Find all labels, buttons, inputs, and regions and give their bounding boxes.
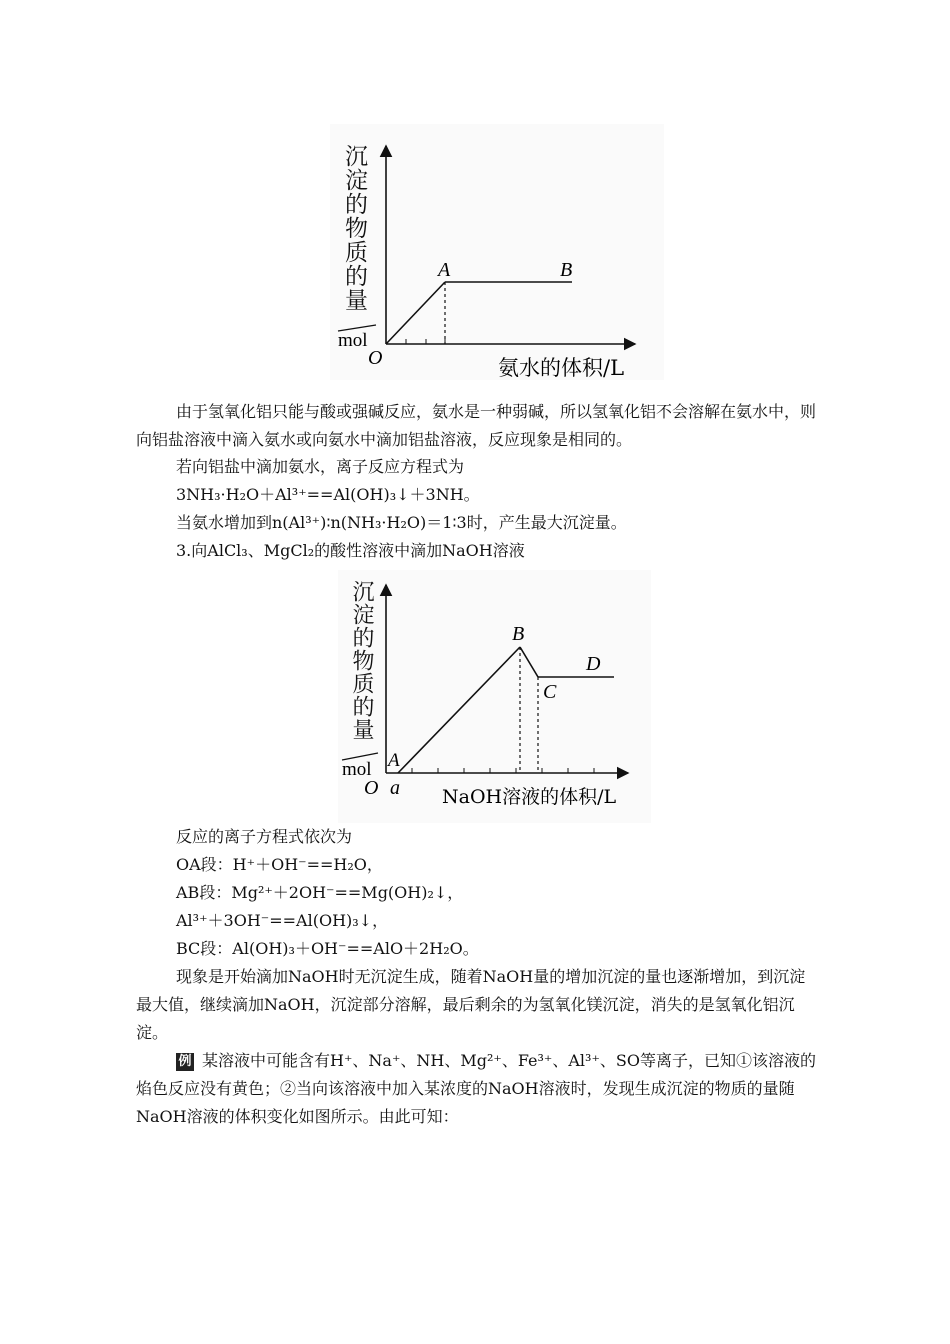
figure-ammonia-precipitate <box>330 124 664 380</box>
equation-ab-al: Al³⁺＋3OH⁻==Al(OH)₃↓， <box>176 911 389 930</box>
point-a-label: A <box>388 750 400 771</box>
text-ammonia-intro: 若向铝盐中滴加氨水，离子反应方程式为 <box>176 457 465 476</box>
paragraph-phenomenon: 现象是开始滴加NaOH时无沉淀生成，随着NaOH量的增加沉淀的量也逐渐增加，到沉淀最大值，继续滴加NaOH，沉淀部分溶解，最后剩余的为氢氧化镁沉淀，消失的是氢氧化铝沉淀。 <box>136 967 806 1042</box>
y-axis-unit: mol <box>342 759 372 780</box>
paragraph-ammonia-explanation: 由于氢氧化铝只能与酸或强碱反应，氨水是一种弱碱，所以氢氧化铝不会溶解在氨水中，则向铝盐溶液中滴入氨水或向氨水中滴加铝盐溶液，反应现象是相同的。 <box>136 402 817 449</box>
x-axis-label: 氨水的体积/L <box>498 356 625 380</box>
curve-ab <box>398 647 520 773</box>
text-equations-intro: 反应的离子方程式依次为 <box>176 827 353 846</box>
figure2-svg <box>338 570 651 823</box>
curve-bc <box>520 647 538 677</box>
x-axis-label: NaOH溶液的体积/L <box>442 786 617 808</box>
point-d-label: D <box>586 653 601 675</box>
figure-naoh-precipitate <box>338 570 651 823</box>
example-problem <box>136 1047 816 1131</box>
point-b-label: B <box>560 259 573 281</box>
figure1-svg <box>330 124 664 380</box>
example-badge: 例 <box>176 1053 194 1071</box>
text-max-precipitate: 当氨水增加到n(Al³⁺)∶n(NH₃·H₂O)＝1∶3时，产生最大沉淀量。 <box>176 513 627 532</box>
equation-ab-mg: AB段：Mg²⁺＋2OH⁻==Mg(OH)₂↓， <box>176 883 464 902</box>
origin-label: O <box>364 777 379 799</box>
equation-oa: OA段：H⁺＋OH⁻==H₂O， <box>176 855 383 874</box>
curve-oa <box>386 282 445 344</box>
y-axis-label: 沉淀的物质的量 <box>349 580 374 741</box>
point-a-label: A <box>438 259 451 281</box>
equation-bc: BC段：Al(OH)₃＋OH⁻==AlO＋2H₂O。 <box>176 939 479 958</box>
equation-ammonia: 3NH₃·H₂O＋Al³⁺==Al(OH)₃↓＋3NH。 <box>176 485 480 504</box>
y-axis-unit: mol <box>338 330 368 351</box>
point-a-lower-label: a <box>390 777 400 799</box>
y-axis-label: 沉淀的物质的量 <box>341 144 367 312</box>
point-b-label: B <box>512 623 525 645</box>
example-text: 某溶液中可能含有H⁺、Na⁺、NH、Mg²⁺、Fe³⁺、Al³⁺、SO等离子，已知①该溶液的焰色反应没有黄色；②当向该溶液中加入某浓度的NaOH溶液时，发现生成沉淀的物质的量随NaOH溶液的体积变化如图所示。由此可知： <box>136 1051 816 1126</box>
origin-label: O <box>368 347 383 369</box>
heading-section-3: 3.向AlCl₃、MgCl₂的酸性溶液中滴加NaOH溶液 <box>176 541 525 560</box>
point-c-label: C <box>543 681 557 703</box>
